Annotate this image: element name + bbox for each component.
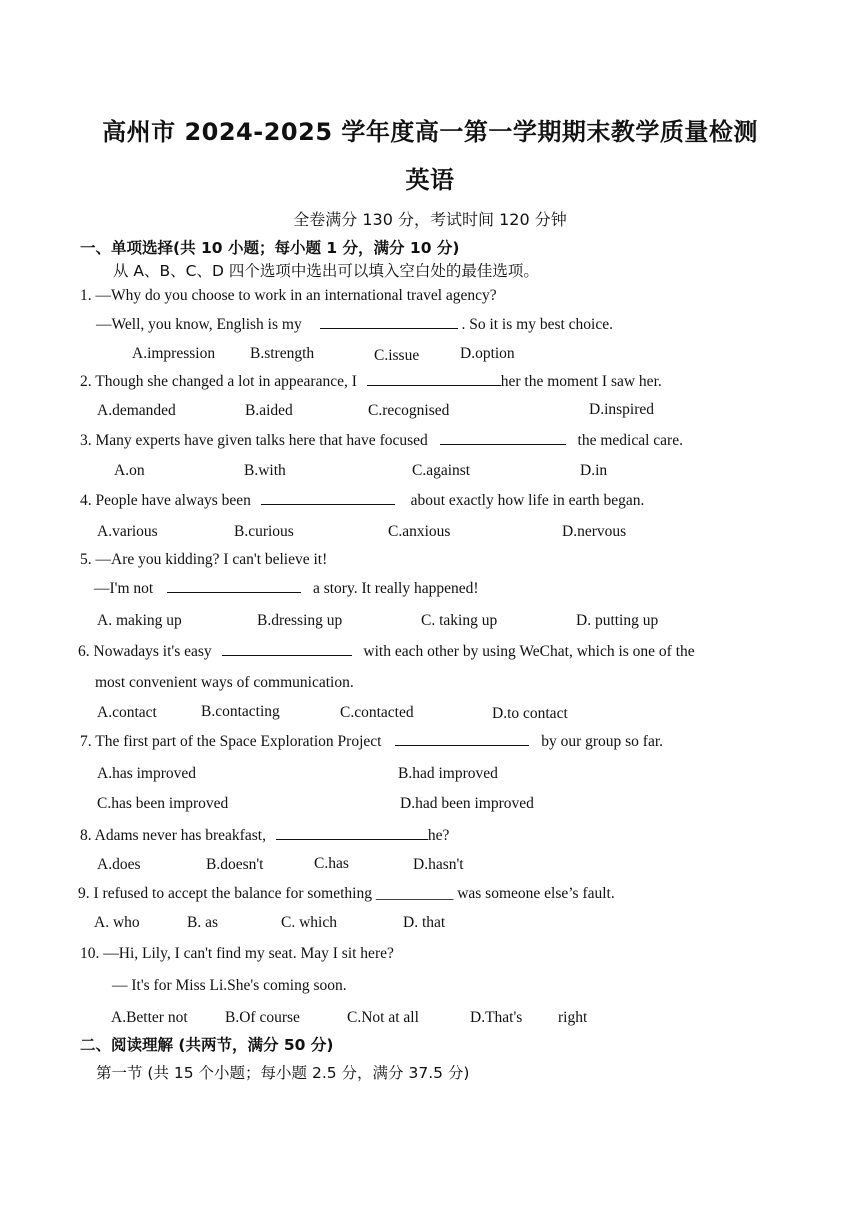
option: A.has improved <box>97 765 197 782</box>
option: C.recognised <box>368 402 450 419</box>
option: C.Not at all <box>347 1009 419 1026</box>
question-1-line2 <box>96 316 613 334</box>
option: A.contact <box>97 704 157 721</box>
question-6-blank <box>222 654 352 656</box>
question-3-blank <box>440 443 566 445</box>
question-1-stem: 1. —Why do you choose to work in an international travel agency? <box>80 287 497 304</box>
option: D.option <box>460 345 515 362</box>
question-2-text-b: her the moment I saw her. <box>500 373 662 390</box>
option: B.strength <box>250 345 315 362</box>
question-1-text-a: —Well, you know, English is my <box>96 316 302 333</box>
option: D.in <box>580 462 608 479</box>
option: C.has been improved <box>97 795 229 812</box>
question-5-text-b: a story. It really happened! <box>312 580 479 597</box>
question-6-stem <box>78 643 695 661</box>
option: A.various <box>97 523 158 540</box>
option: D.inspired <box>589 401 655 418</box>
option: D. that <box>403 914 446 931</box>
option: D.That's <box>470 1009 523 1026</box>
option: A.impression <box>132 345 216 362</box>
question-5-stem: 5. —Are you kidding? I can't believe it! <box>80 551 328 568</box>
question-4-blank <box>261 503 395 505</box>
option: D.to contact <box>492 705 568 722</box>
question-2-blank <box>367 384 501 386</box>
option: B.curious <box>234 523 294 540</box>
question-3-text-b: the medical care. <box>577 432 683 449</box>
exam-title: 高州市 2024-2025 学年度高一第一学期期末教学质量检测 <box>102 118 758 146</box>
question-9-stem: 9. I refused to accept the balance for something __________ was someone else’s fault. <box>78 885 615 902</box>
question-1-blank <box>320 327 458 329</box>
question-8-stem <box>80 827 449 845</box>
question-2-stem <box>80 373 662 391</box>
section-1-instruction: 从 A、B、C、D 四个选项中选出可以填入空白处的最佳选项。 <box>113 262 539 280</box>
option: B.aided <box>245 402 293 419</box>
question-6-text-b: with each other by using WeChat, which is one of the <box>363 643 695 660</box>
question-2-text-a: 2. Though she changed a lot in appearance, I <box>80 373 357 390</box>
option: D.nervous <box>562 523 627 540</box>
option: C.contacted <box>340 704 414 721</box>
section-1-heading: 一、单项选择(共 10 小题；每小题 1 分，满分 10 分) <box>80 239 460 257</box>
option: C. which <box>281 914 337 931</box>
option: C.against <box>412 462 471 479</box>
question-3-text-a: 3. Many experts have given talks here that have focused <box>80 432 428 449</box>
question-8-text-b: he? <box>427 827 450 844</box>
option: C.has <box>314 855 349 872</box>
question-7-stem <box>80 733 663 751</box>
question-4-stem <box>80 492 644 510</box>
option: C. taking up <box>421 612 498 629</box>
question-5-text-a: —I'm not <box>94 580 154 597</box>
option: C.issue <box>374 347 420 364</box>
option: B.Of course <box>225 1009 300 1026</box>
question-8-blank <box>276 838 428 840</box>
question-10-stem: 10. —Hi, Lily, I can't find my seat. May I sit here? <box>80 945 394 962</box>
exam-info: 全卷满分 130 分，考试时间 120 分钟 <box>293 210 567 229</box>
section-2-heading: 二、阅读理解 (共两节，满分 50 分) <box>80 1036 334 1054</box>
option: A.demanded <box>97 402 176 419</box>
question-8-text-a: 8. Adams never has breakfast, <box>80 827 266 844</box>
option: A.on <box>114 462 145 479</box>
option: A.does <box>97 856 141 873</box>
question-4-text-a: 4. People have always been <box>80 492 251 509</box>
question-7-text-b: by our group so far. <box>541 733 664 750</box>
option: B. as <box>187 914 218 931</box>
subject-title: 英语 <box>405 166 455 194</box>
option: B.dressing up <box>257 612 343 629</box>
option: right <box>558 1009 588 1026</box>
question-10-line2: — It's for Miss Li.She's coming soon. <box>112 977 347 994</box>
option: B.contacting <box>201 703 280 720</box>
option: B.with <box>244 462 286 479</box>
question-4-text-b: about exactly how life in earth began. <box>410 492 645 509</box>
option: A.Better not <box>111 1009 188 1026</box>
question-7-text-a: 7. The first part of the Space Exploration Project <box>80 733 382 750</box>
question-1-text-b: . So it is my best choice. <box>461 316 613 333</box>
question-6-text-a: 6. Nowadays it's easy <box>78 643 212 660</box>
option: A. making up <box>97 612 182 629</box>
option: D.hasn't <box>413 856 464 873</box>
question-6-line2: most convenient ways of communication. <box>95 674 354 691</box>
option: B.doesn't <box>206 856 264 873</box>
option: C.anxious <box>388 523 451 540</box>
question-3-stem <box>80 432 683 450</box>
question-5-blank <box>167 591 301 593</box>
option: B.had improved <box>398 765 498 782</box>
question-7-blank <box>395 744 529 746</box>
question-5-line2 <box>94 580 479 598</box>
section-2-part-1: 第一节 (共 15 个小题；每小题 2.5 分，满分 37.5 分) <box>96 1064 470 1082</box>
option: D.had been improved <box>400 795 534 812</box>
option: A. who <box>94 914 140 931</box>
option: D. putting up <box>576 612 659 629</box>
